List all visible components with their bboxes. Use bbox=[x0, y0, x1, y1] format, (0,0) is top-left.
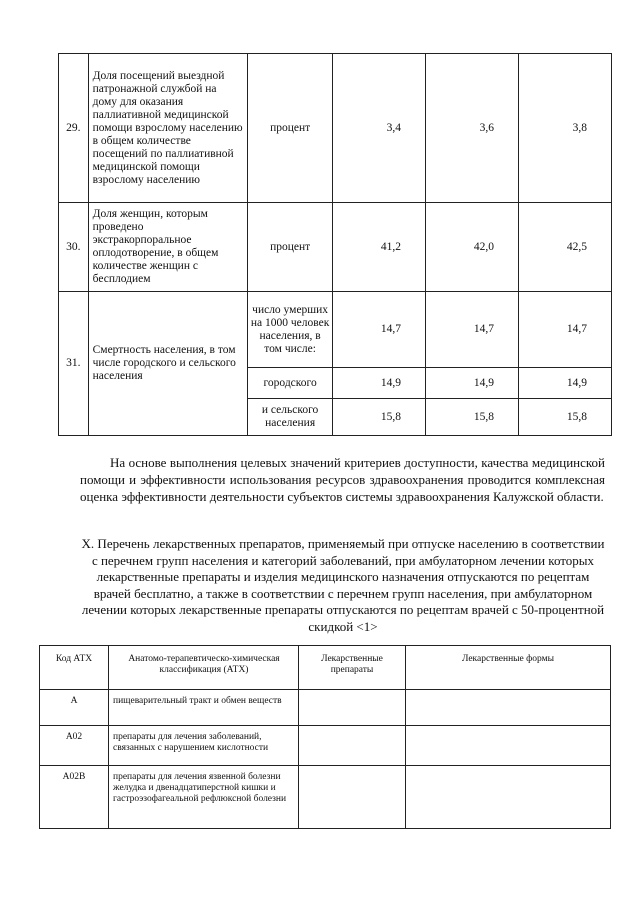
indicator-unit: и сельского населения bbox=[248, 399, 333, 436]
indicator-unit: число умерших на 1000 человек населения, в том числе: bbox=[248, 292, 333, 368]
atx-classification: препараты для лечения заболеваний, связанных с нарушением кислотности bbox=[109, 726, 299, 766]
indicator-value: 3,4 bbox=[333, 54, 426, 203]
atx-forms bbox=[406, 690, 611, 726]
indicator-name: Доля посещений выездной патронажной службой на дому для оказания паллиативной медицинской помощи взрослому населению в общем количестве посещений по паллиативной медицинской помощи взрослому населению bbox=[88, 54, 248, 203]
indicator-value: 3,8 bbox=[518, 54, 611, 203]
atx-drugs bbox=[299, 726, 406, 766]
atx-forms bbox=[406, 726, 611, 766]
column-header: Лекарственные препараты bbox=[299, 646, 406, 690]
assessment-paragraph bbox=[80, 454, 605, 505]
atx-forms bbox=[406, 766, 611, 829]
indicator-unit: процент bbox=[248, 203, 333, 292]
indicator-value: 42,5 bbox=[518, 203, 611, 292]
table-row bbox=[59, 203, 612, 292]
atx-classification: препараты для лечения язвенной болезни желудка и двенадцатиперстной кишки и гастроэзофагеальной рефлюксной болезни bbox=[109, 766, 299, 829]
indicator-value: 14,9 bbox=[426, 368, 519, 399]
column-header: Анатомо-терапевтическо-химическая классификация (АТХ) bbox=[109, 646, 299, 690]
indicator-name: Доля женщин, которым проведено экстракорпоральное оплодотворение, в общем количестве женщин с бесплодием bbox=[88, 203, 248, 292]
indicator-unit: процент bbox=[248, 54, 333, 203]
indicator-value: 3,6 bbox=[426, 54, 519, 203]
column-header: Лекарственные формы bbox=[406, 646, 611, 690]
table-row bbox=[40, 766, 611, 829]
row-number: 29. bbox=[59, 54, 89, 203]
atx-drugs bbox=[299, 690, 406, 726]
paragraph-text: На основе выполнения целевых значений критериев доступности, качества медицинской помощи и эффективности использования ресурсов здравоохранения проводится комплексная оценка эффективности деятельности субъектов системы здравоохранения Калужской области. bbox=[80, 455, 605, 504]
table-row bbox=[59, 54, 612, 203]
section-heading: X. Перечень лекарственных препаратов, применяемый при отпуске населению в соответствии с перечнем групп населения и категорий заболеваний, при амбулаторном лечении которых лекарственные препараты и изделия медицинского назначения отпускаются по рецептам врачей бесплатно, а также в соответствии с перечнем групп населения, при амбулаторном лечении которых лекарственные препараты отпускаются по рецептам врачей с 50-процентной скидкой <1> bbox=[81, 536, 605, 634]
table-header-row bbox=[40, 646, 611, 690]
indicator-value: 14,7 bbox=[333, 292, 426, 368]
table-row bbox=[40, 726, 611, 766]
table-row bbox=[40, 690, 611, 726]
indicator-value: 15,8 bbox=[333, 399, 426, 436]
atx-table bbox=[39, 645, 611, 829]
indicators-table bbox=[58, 53, 612, 436]
atx-code: A02 bbox=[40, 726, 109, 766]
indicator-value: 15,8 bbox=[426, 399, 519, 436]
row-number: 30. bbox=[59, 203, 89, 292]
indicator-value: 14,9 bbox=[333, 368, 426, 399]
indicator-value: 14,7 bbox=[426, 292, 519, 368]
indicator-value: 42,0 bbox=[426, 203, 519, 292]
indicator-name: Смертность населения, в том числе городского и сельского населения bbox=[88, 292, 248, 436]
atx-code: A02B bbox=[40, 766, 109, 829]
indicator-value: 14,9 bbox=[518, 368, 611, 399]
indicator-value: 15,8 bbox=[518, 399, 611, 436]
atx-drugs bbox=[299, 766, 406, 829]
indicator-value: 41,2 bbox=[333, 203, 426, 292]
row-number: 31. bbox=[59, 292, 89, 436]
atx-code: A bbox=[40, 690, 109, 726]
atx-classification: пищеварительный тракт и обмен веществ bbox=[109, 690, 299, 726]
indicator-unit: городского bbox=[248, 368, 333, 399]
table-row bbox=[59, 292, 612, 368]
indicator-value: 14,7 bbox=[518, 292, 611, 368]
column-header: Код АТХ bbox=[40, 646, 109, 690]
